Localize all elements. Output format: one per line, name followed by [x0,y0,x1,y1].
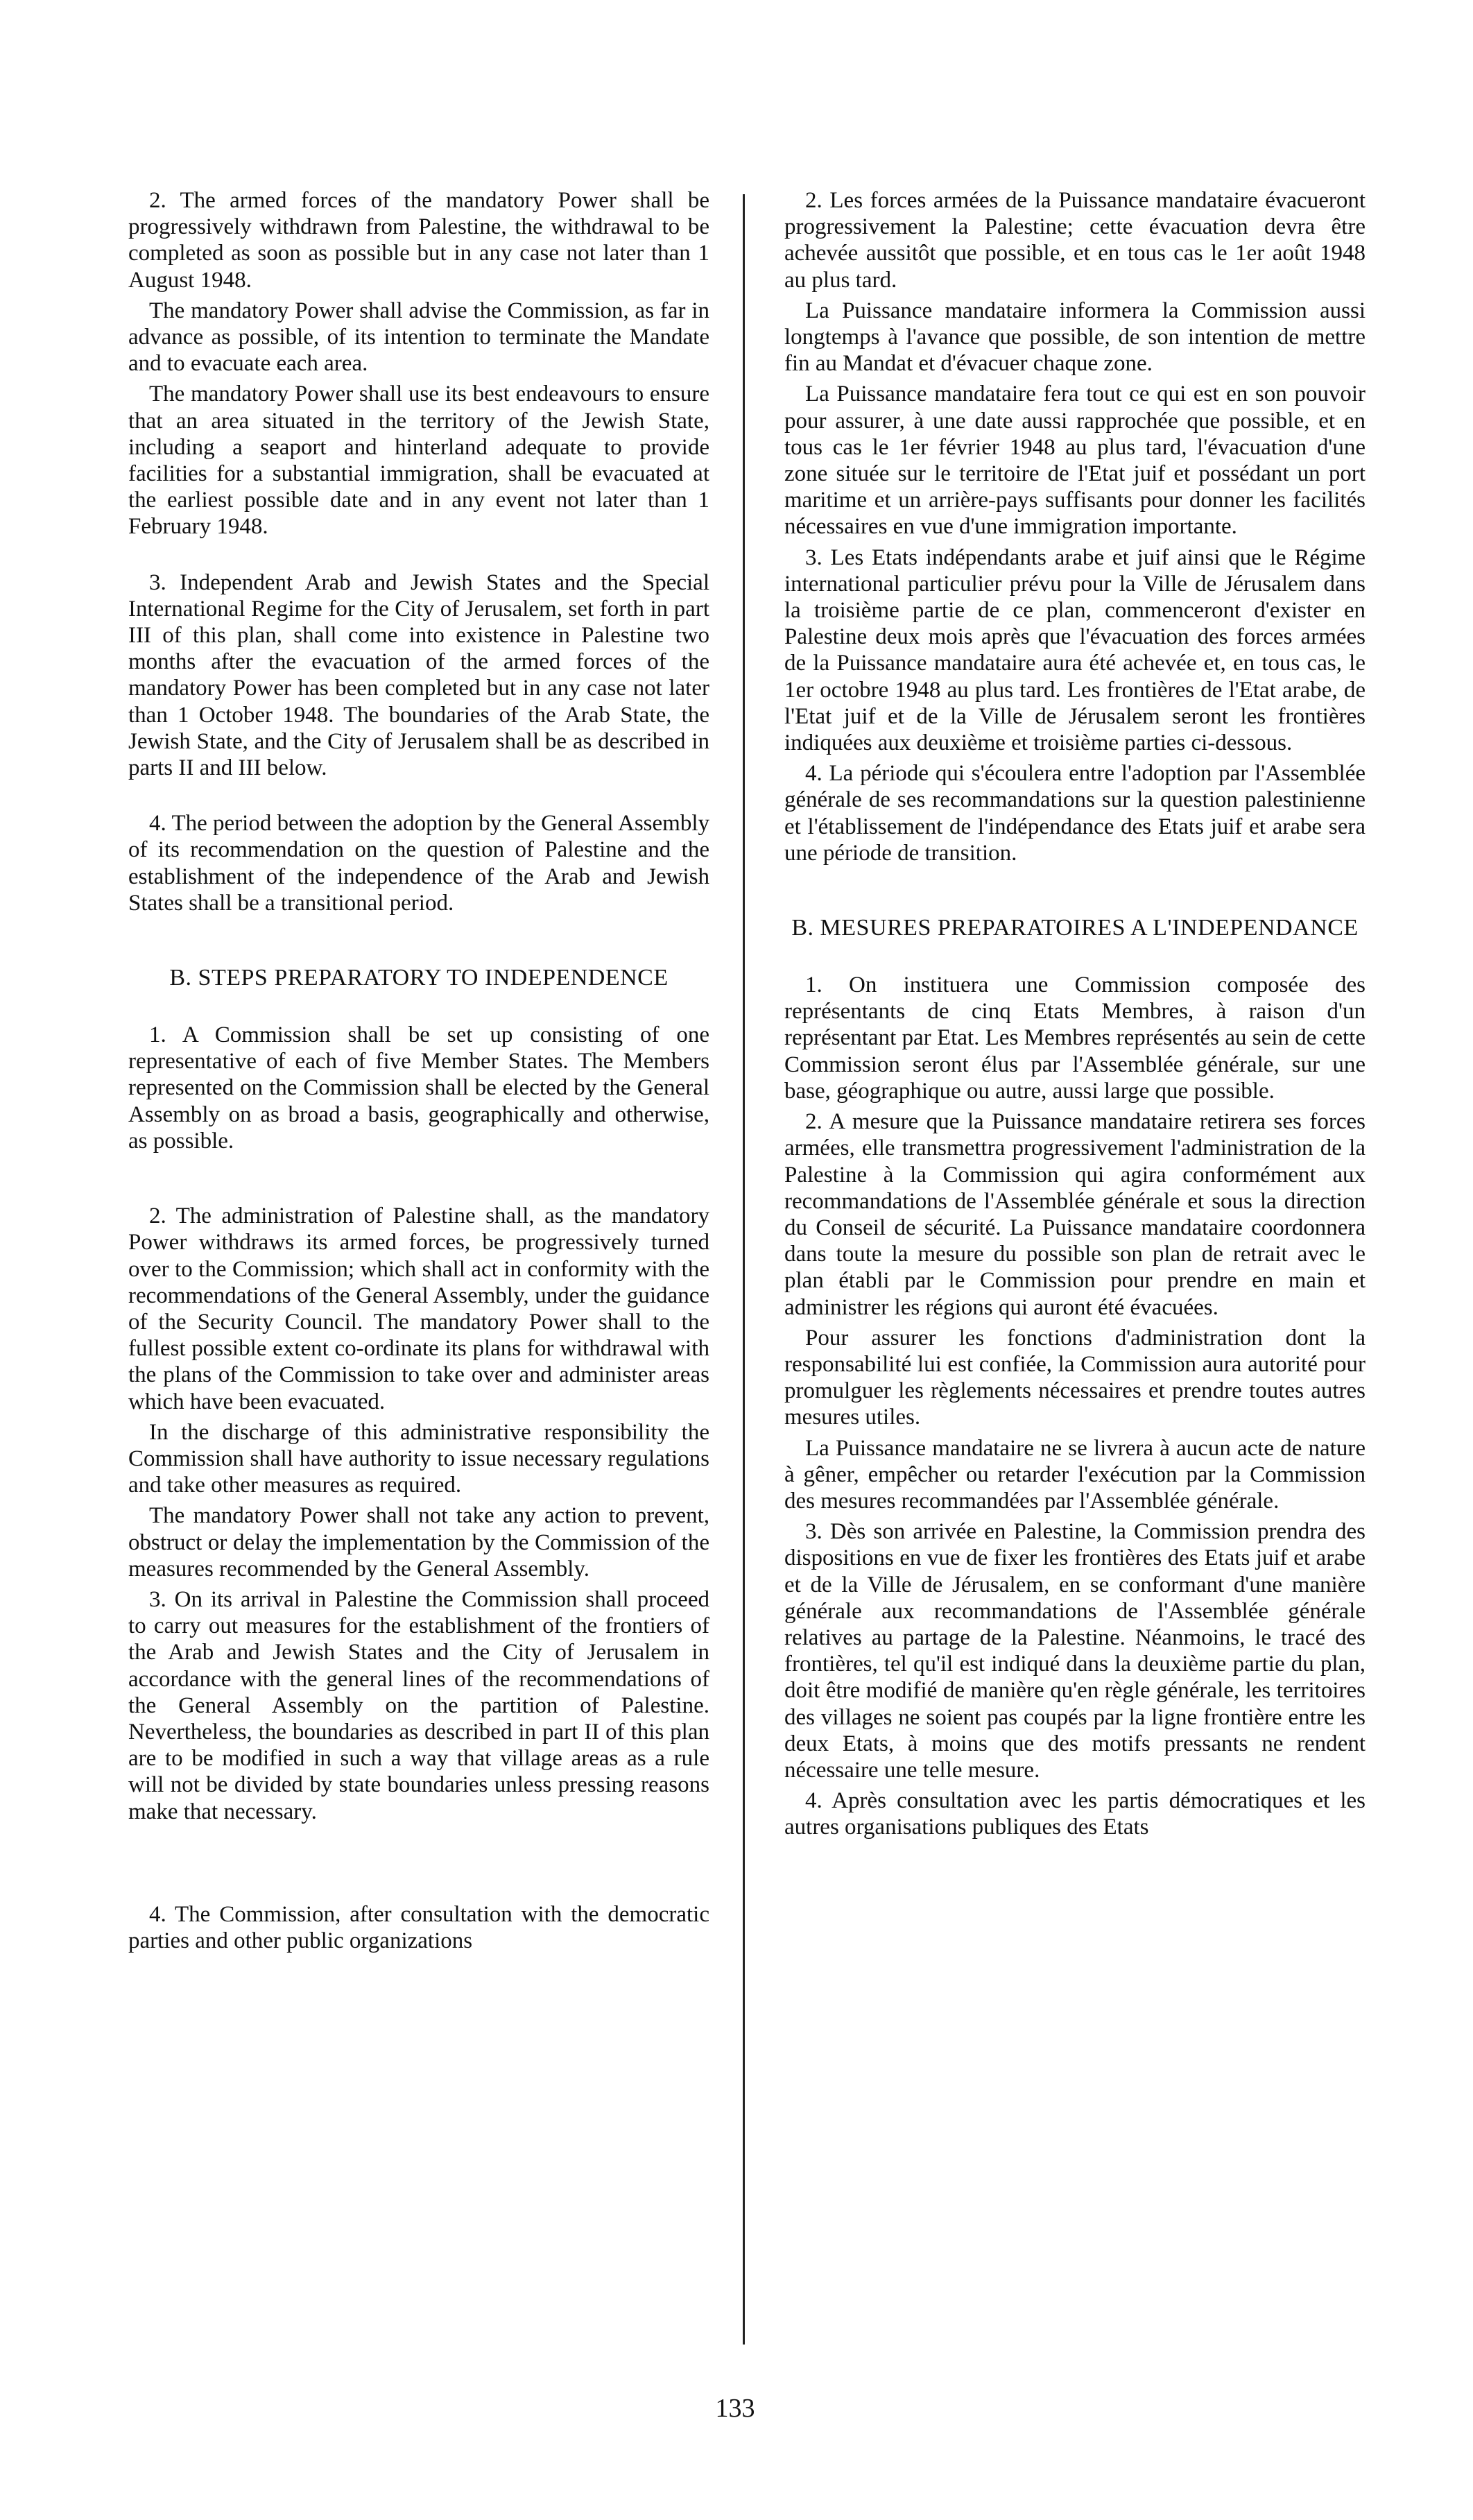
french-paragraph: La Puissance mandataire informera la Commission aussi longtemps à l'avance que possible, de son intention de mettre fin au Mandat et d'évacuer chaque zone. [784,298,1366,377]
english-paragraph: 3. Independent Arab and Jewish States and the Special International Regime for the City of Jerusalem, set forth in part III of this plan, shall come into existence in Palestine two months after the evacuation of the armed forces of the mandatory Power has been completed but in any case not later than 1 October 1948. The boundaries of the Arab State, the Jewish State, and the City of Jerusalem shall be as described in parts II and III below. [128,569,709,781]
french-section-heading: B. MESURES PREPARATOIRES A L'INDEPENDANCE [791,915,1359,941]
english-paragraph: 3. On its arrival in Palestine the Commission shall proceed to carry out measures for the establishment of the frontiers of the Arab and Jewish States and the City of Jerusalem in accordance with the general lines of the recommendations of the General Assembly on the partition of Palestine. Nevertheless, the boundaries as described in part II of this plan are to be modified in such a way that village areas as a rule will not be divided by state boundaries unless pressing reasons make that necessary. [128,1586,709,1824]
english-paragraph: 4. The Commission, after consultation with the democratic parties and other public organizations [128,1901,709,1953]
column-divider [743,194,745,2345]
english-section-heading: B. STEPS PREPARATORY TO INDEPENDENCE [169,965,669,991]
english-paragraph: 2. The armed forces of the mandatory Power shall be progressively withdrawn from Palestine, the withdrawal to be completed as soon as possible but in any case not later than 1 August 1948. [128,188,709,293]
french-paragraph: 3. Dès son arrivée en Palestine, la Commission prendra des dispositions en vue de fixer les frontières des Etats juif et arabe et de la Ville de Jérusalem, en se conformant d'une manière générale aux recommandations de l'Assemblée générale relatives au partage de la Palestine. Néanmoins, le tracé des frontières, tel qu'il est indiqué dans la deuxième partie du plan, doit être modifié de manière qu'en règle générale, les territoires des villages ne soient pas coupés par la ligne frontière entre les deux Etats, à moins que des motifs pressants ne rendent nécessaire une telle mesure. [784,1519,1366,1783]
english-paragraph: The mandatory Power shall use its best endeavours to ensure that an area situated in the territory of the Jewish State, including a seaport and hinterland adequate to provide facilities for a substantial immigration, shall be evacuated at the earliest possible date and in any event not later than 1 February 1948. [128,382,709,540]
page-number: 133 [715,2394,755,2423]
french-paragraph: 4. Après consultation avec les partis démocratiques et les autres organisations publiques des Etats [784,1788,1366,1840]
document-page [128,187,1377,2351]
french-paragraph: La Puissance mandataire fera tout ce qui est en son pouvoir pour assurer, à une date aussi rapprochée que possible, et en tous cas le 1er février 1948 au plus tard, l'évacuation d'une zone située sur le territoire de l'Etat juif et possédant un port maritime et un arrière-pays suffisants pour donner les facilités nécessaires en vue d'une immigration importante. [784,382,1366,540]
english-paragraph: In the discharge of this administrative responsibility the Commission shall have authority to issue necessary regulations and take other measures as required. [128,1419,709,1498]
french-paragraph: 2. Les forces armées de la Puissance mandataire évacueront progressivement la Palestine; cette évacuation devra être achevée aussitôt que possible, et en tous cas le 1er août 1948 au plus tard. [784,188,1366,293]
french-paragraph: 1. On instituera une Commission composée des représentants de cinq Etats Membres, à raison d'un représentant par Etat. Les Membres représentés au sein de cette Commission seront élus par l'Assemblée générale, sur une base, géographique ou autre, aussi large que possible. [784,972,1366,1104]
french-paragraph: 4. La période qui s'écoulera entre l'adoption par l'Assemblée générale de ses recommandations sur la question palestinienne et l'établissement de l'indépendance des Etats juif et arabe sera une période de transition. [784,761,1366,866]
french-paragraph: La Puissance mandataire ne se livrera à aucun acte de nature à gêner, empêcher ou retarder l'exécution par la Commission des mesures recommandées par l'Assemblée générale. [784,1435,1366,1514]
french-paragraph: 2. A mesure que la Puissance mandataire retirera ses forces armées, elle transmettra progressivement l'administration de la Palestine à la Commission qui agira conformément aux recommandations de l'Assemblée générale et sous la direction du Conseil de sécurité. La Puissance mandataire coordonnera dans toute la mesure du possible son plan de retrait avec le plan établi par le Commission pour prendre en main et administrer les régions qui auront été évacuées. [784,1109,1366,1320]
english-paragraph: 4. The period between the adoption by the General Assembly of its recommendation on the question of Palestine and the establishment of the independence of the Arab and Jewish States shall be a transitional period. [128,811,709,916]
english-paragraph: The mandatory Power shall not take any action to prevent, obstruct or delay the implementation by the Commission of the measures recommended by the General Assembly. [128,1503,709,1582]
french-paragraph: 3. Les Etats indépendants arabe et juif ainsi que le Régime international particulier prévu pour la Ville de Jérusalem dans la troisième partie de ce plan, commenceront d'exister en Palestine deux mois après que l'évacuation des forces armées de la Puissance mandataire aura été achevée et, en tous cas, le 1er octobre 1948 au plus tard. Les frontières de l'Etat arabe, de l'Etat juif et de la Ville de Jérusalem seront les frontières indiquées aux deuxième et troisième parties ci-dessous. [784,545,1366,756]
english-column [128,187,709,1954]
french-column [784,187,1366,1841]
french-paragraph: Pour assurer les fonctions d'administration dont la responsabilité lui est confiée, la Commission aura autorité pour promulguer les règlements nécessaires et prendre toutes autres mesures utiles. [784,1325,1366,1430]
english-paragraph: 2. The administration of Palestine shall, as the mandatory Power withdraws its armed forces, be progressively turned over to the Commission; which shall act in conformity with the recommendations of the General Assembly, under the guidance of the Security Council. The mandatory Power shall to the fullest possible extent co-ordinate its plans for withdrawal with the plans of the Commission to take over and administer areas which have been evacuated. [128,1203,709,1414]
english-paragraph: 1. A Commission shall be set up consisting of one representative of each of five Member States. The Members represented on the Commission shall be elected by the General Assembly on as broad a basis, geographically and otherwise, as possible. [128,1022,709,1154]
english-paragraph: The mandatory Power shall advise the Commission, as far in advance as possible, of its intention to terminate the Mandate and to evacuate each area. [128,298,709,377]
